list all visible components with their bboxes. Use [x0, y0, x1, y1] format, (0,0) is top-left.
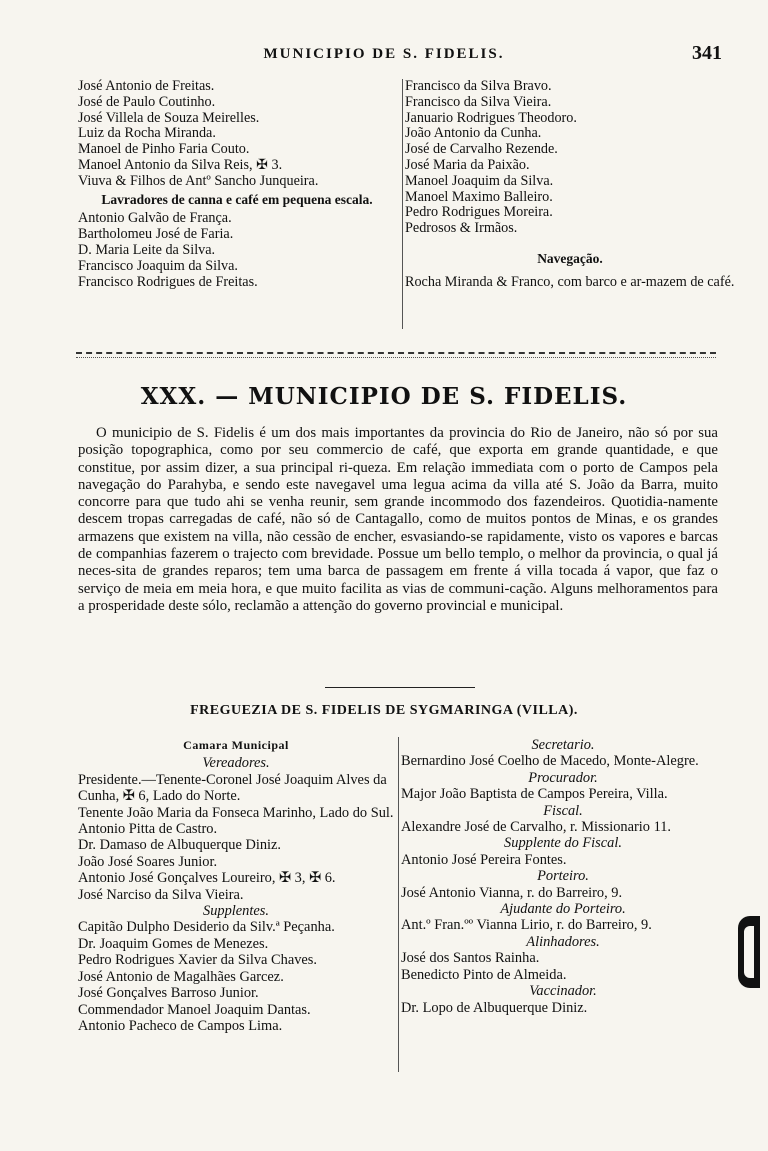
- list-item: Antonio José Gonçalves Loureiro, ✠ 3, ✠ 6.: [78, 870, 336, 887]
- list-item: Manoel de Pinho Faria Couto.: [78, 141, 250, 158]
- list-item: Francisco Joaquim da Silva.: [78, 257, 238, 274]
- list-item: José Maria da Paixão.: [405, 156, 530, 173]
- navegacao-subheading: Navegação.: [537, 250, 603, 266]
- list-item: Major João Baptista de Campos Pereira, Villa.: [401, 786, 668, 803]
- list-item: Dr. Lopo de Albuquerque Diniz.: [401, 999, 588, 1016]
- officials-column: [398, 737, 725, 1072]
- camara-column: [78, 737, 394, 1034]
- short-divider: [325, 687, 475, 688]
- list-item: D. Maria Leite da Silva.: [78, 241, 216, 258]
- vereadores-heading: Vereadores.: [202, 755, 270, 772]
- list-item: José Villela de Souza Meirelles.: [78, 109, 260, 126]
- list-item: Viuva & Filhos de Antº Sancho Junqueira.: [78, 172, 319, 189]
- role-heading: Procurador.: [528, 769, 598, 786]
- list-item: João José Soares Junior.: [78, 853, 218, 870]
- chapter-title: XXX. — MUNICIPIO DE S. FIDELIS.: [140, 383, 628, 410]
- list-item: José de Carvalho Rezende.: [405, 141, 558, 158]
- presidente-entry: Presidente.—Tenente-Coronel José Joaquim Alves da Cunha, ✠ 6, Lado do Norte.: [78, 771, 387, 805]
- role-heading: Fiscal.: [543, 802, 583, 819]
- role-heading: Ajudante do Porteiro.: [500, 901, 626, 918]
- list-item: Antonio Pacheco de Campos Lima.: [78, 1017, 283, 1034]
- body-paragraph: O municipio de S. Fidelis é um dos mais importantes da provincia do Rio de Janeiro, não só por sua posição topographica, como por seu commercio de café, que exporta em grande quantidade, e que constitue, por assim dizer, a sua principal ri-queza. Em relação immediata com o porto de Campos pela navegação do Parahyba, e sendo este navegavel uma legua acima da villa até S. João da Barra, muito concorre para que tudo ahi se venha reunir, sem grande incommodo dos fazendeiros. Quotidia-namente descem tropas carregadas de café, não só de Cantagallo, como de muitos pontos de Minas, e os grandes armazens que existem na villa, não cessão de encher, esvasiando-se rapidamente, visto os vapores e barcas de companhias fazerem o trajecto com brevidade. Possue um bello templo, o melhor da provincia, o qual já neces-sita de grandes reparos; tem uma barca de passagem em frente á villa tocada á vapor, que faz o serviço de meia em meia hora, e que muito facilita as vias de communi-cação. Alguns melhoramentos para a prosperidade deste sólo, reclamão a attenção do governo provincial e municipal.: [78, 425, 718, 614]
- list-item: Francisco da Silva Bravo.: [405, 78, 552, 94]
- list-item: Manoel Maximo Balleiro.: [405, 188, 553, 205]
- list-item: Dr. Damaso de Albuquerque Diniz.: [78, 837, 282, 854]
- lavradores-subheading: Lavradores de canna e café em pequena escala.: [101, 191, 373, 207]
- list-item: Luiz da Rocha Miranda.: [78, 125, 216, 142]
- top-left-column: [78, 79, 396, 290]
- list-item: Pedro Rodrigues Xavier da Silva Chaves.: [78, 952, 317, 969]
- list-item: José Antonio de Freitas.: [78, 78, 215, 94]
- list-item: Tenente João Maria da Fonseca Marinho, Lado do Sul.: [78, 804, 394, 821]
- list-item: Pedro Rodrigues Moreira.: [405, 204, 553, 221]
- list-item: Manoel Joaquim da Silva.: [405, 172, 554, 189]
- list-item: Januario Rodrigues Theodoro.: [405, 109, 577, 126]
- navegacao-entry: Rocha Miranda & Franco, com barco e ar-mazem de café.: [405, 273, 735, 290]
- role-heading: Alinhadores.: [526, 933, 600, 950]
- list-item: José dos Santos Rainha.: [401, 950, 540, 967]
- list-item: Bartholomeu José de Faria.: [78, 226, 234, 243]
- section-divider: [76, 352, 716, 358]
- list-item: José Antonio de Magalhães Garcez.: [78, 968, 284, 985]
- section-title: FREGUEZIA DE S. FIDELIS DE SYGMARINGA (VILLA).: [190, 703, 578, 718]
- role-heading: Vaccinador.: [529, 983, 597, 1000]
- list-item: Capitão Dulpho Desiderio da Silv.ª Peçanha.: [78, 919, 335, 936]
- list-item: José de Paulo Coutinho.: [78, 93, 216, 110]
- list-item: Ant.º Fran.ºº Vianna Lirio, r. do Barreiro, 9.: [401, 917, 652, 934]
- list-item: João Antonio da Cunha.: [405, 125, 542, 142]
- list-item: Francisco da Silva Vieira.: [405, 93, 552, 110]
- list-item: José Gonçalves Barroso Junior.: [78, 985, 259, 1002]
- list-item: Alexandre José de Carvalho, r. Missionario 11.: [401, 819, 672, 836]
- top-right-column: [402, 79, 735, 329]
- role-heading: Porteiro.: [537, 868, 589, 885]
- list-item: Pedrosos & Irmãos.: [405, 220, 518, 237]
- list-item: Dr. Joaquim Gomes de Menezes.: [78, 935, 269, 952]
- page-edge-mark: [738, 916, 760, 988]
- list-item: Antonio Pitta de Castro.: [78, 821, 218, 838]
- running-title: MUNICIPIO DE S. FIDELIS.: [263, 46, 505, 62]
- role-heading: Secretario.: [531, 737, 595, 753]
- role-heading: Supplente do Fiscal.: [504, 835, 622, 852]
- list-item: Commendador Manoel Joaquim Dantas.: [78, 1001, 311, 1018]
- list-item: Francisco Rodrigues de Freitas.: [78, 273, 258, 290]
- list-item: Antonio José Pereira Fontes.: [401, 851, 567, 868]
- list-item: José Antonio Vianna, r. do Barreiro, 9.: [401, 884, 623, 901]
- list-item: José Narciso da Silva Vieira.: [78, 886, 244, 903]
- list-item: Manoel Antonio da Silva Reis, ✠ 3.: [78, 156, 283, 173]
- camara-heading: Camara Municipal: [183, 738, 289, 752]
- supplentes-heading: Supplentes.: [203, 903, 269, 920]
- list-item: Bernardino José Coelho de Macedo, Monte-Alegre.: [401, 753, 699, 770]
- list-item: Benedicto Pinto de Almeida.: [401, 966, 567, 983]
- page-number: 341: [692, 42, 722, 64]
- list-item: Antonio Galvão de França.: [78, 210, 232, 227]
